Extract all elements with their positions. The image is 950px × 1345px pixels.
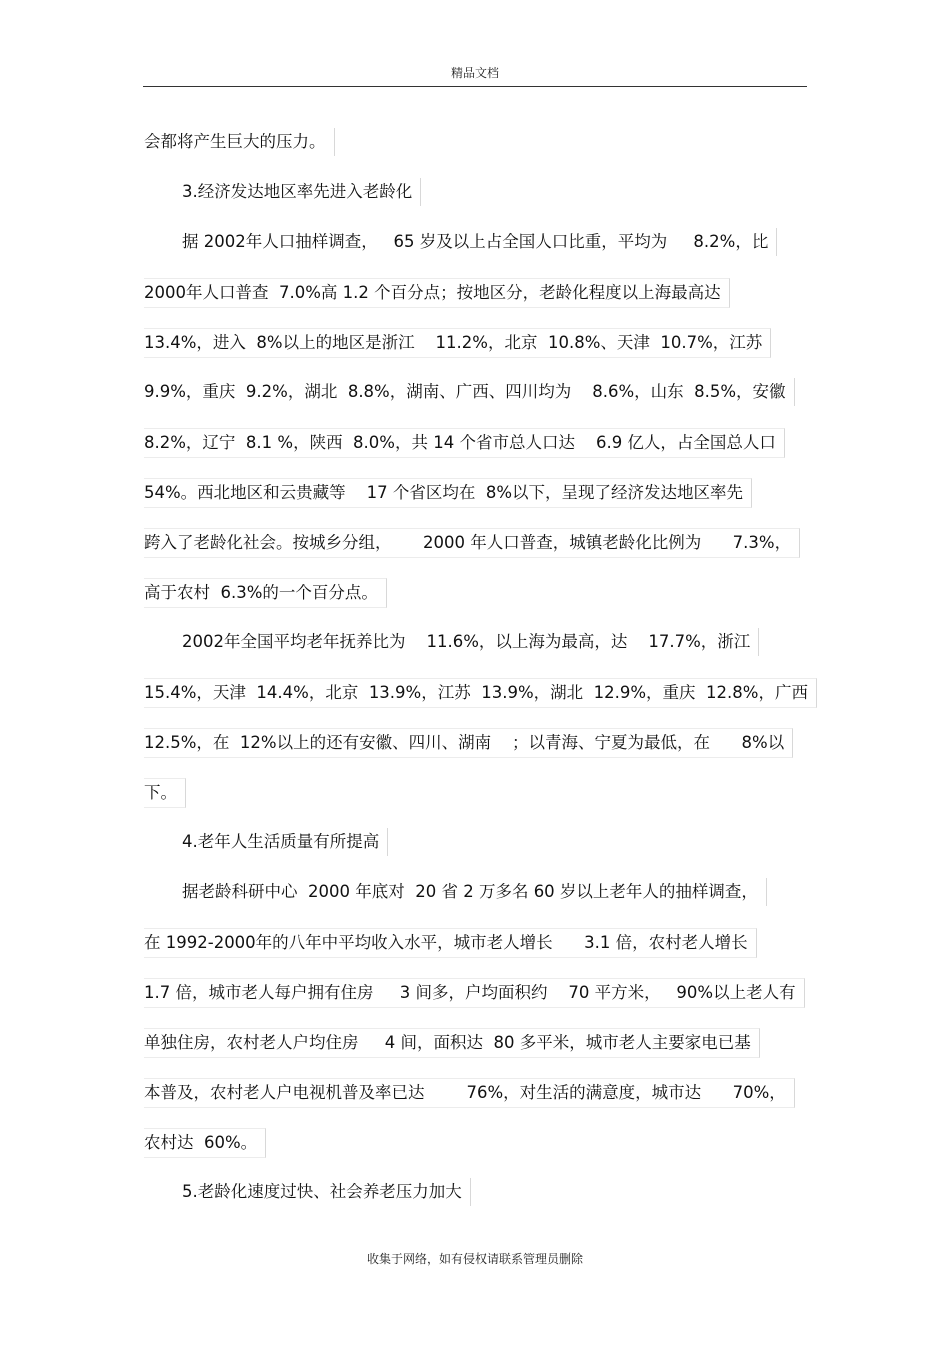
section-heading: 3.经济发达地区率先进入老龄化 — [182, 178, 421, 206]
text-line: 54%。西北地区和云贵藏等 17 个省区均在 8%以下，呈现了经济发达地区率先 — [144, 478, 752, 508]
text-line: 13.4%，进入 8%以上的地区是浙江 11.2%，北京 10.8%、天津 10.7%，江苏 — [144, 328, 771, 358]
text-line: 15.4%，天津 14.4%，北京 13.9%，江苏 13.9%，湖北 12.9%，重庆 12.8%，广西 — [144, 678, 817, 708]
text-line: 会都将产生巨大的压力。 — [144, 128, 335, 156]
page-footer: 收集于网络，如有侵权请联系管理员删除 — [366, 1252, 583, 1266]
text-line: 本普及，农村老人户电视机普及率已达 76%，对生活的满意度，城市达 70%， — [144, 1078, 795, 1108]
text-line: 2000年人口普查 7.0%高 1.2 个百分点；按地区分，老龄化程度以上海最高达 — [144, 278, 730, 308]
text-line: 高于农村 6.3%的一个百分点。 — [144, 578, 387, 608]
text-line: 1.7 倍，城市老人每户拥有住房 3 间多，户均面积约 70 平方米， 90%以上老人有 — [144, 978, 805, 1008]
header-divider — [143, 86, 807, 87]
text-line: 下。 — [144, 778, 186, 808]
text-line: 跨入了老龄化社会。按城乡分组， 2000 年人口普查，城镇老龄化比例为 7.3%， — [144, 528, 800, 558]
text-line: 在 1992-2000年的八年中平均收入水平，城市老人增长 3.1 倍，农村老人增长 — [144, 928, 757, 958]
text-line: 12.5%，在 12%以上的还有安徽、四川、湖南 ；以青海、宁夏为最低，在 8%以 — [144, 728, 793, 758]
section-heading: 5.老龄化速度过快、社会养老压力加大 — [182, 1178, 471, 1206]
text-line: 据老龄科研中心 2000 年底对 20 省 2 万多名 60 岁以上老年人的抽样调查， — [182, 878, 767, 906]
text-line: 9.9%，重庆 9.2%，湖北 8.8%，湖南、广西、四川均为 8.6%，山东 8.5%，安徽 — [144, 378, 795, 406]
text-line: 农村达 60%。 — [144, 1128, 266, 1158]
text-line: 单独住房，农村老人户均住房 4 间，面积达 80 多平米，城市老人主要家电已基 — [144, 1028, 760, 1058]
text-line: 2002年全国平均老年抚养比为 11.6%，以上海为最高，达 17.7%，浙江 — [182, 628, 759, 656]
page-header: 精品文档 — [450, 66, 499, 80]
text-line: 据 2002年人口抽样调查， 65 岁及以上占全国人口比重，平均为 8.2%，比 — [182, 228, 777, 256]
text-line: 8.2%，辽宁 8.1 %，陕西 8.0%，共 14 个省市总人口达 6.9 亿人，占全国总人口 — [144, 428, 785, 458]
section-heading: 4.老年人生活质量有所提高 — [182, 828, 388, 856]
